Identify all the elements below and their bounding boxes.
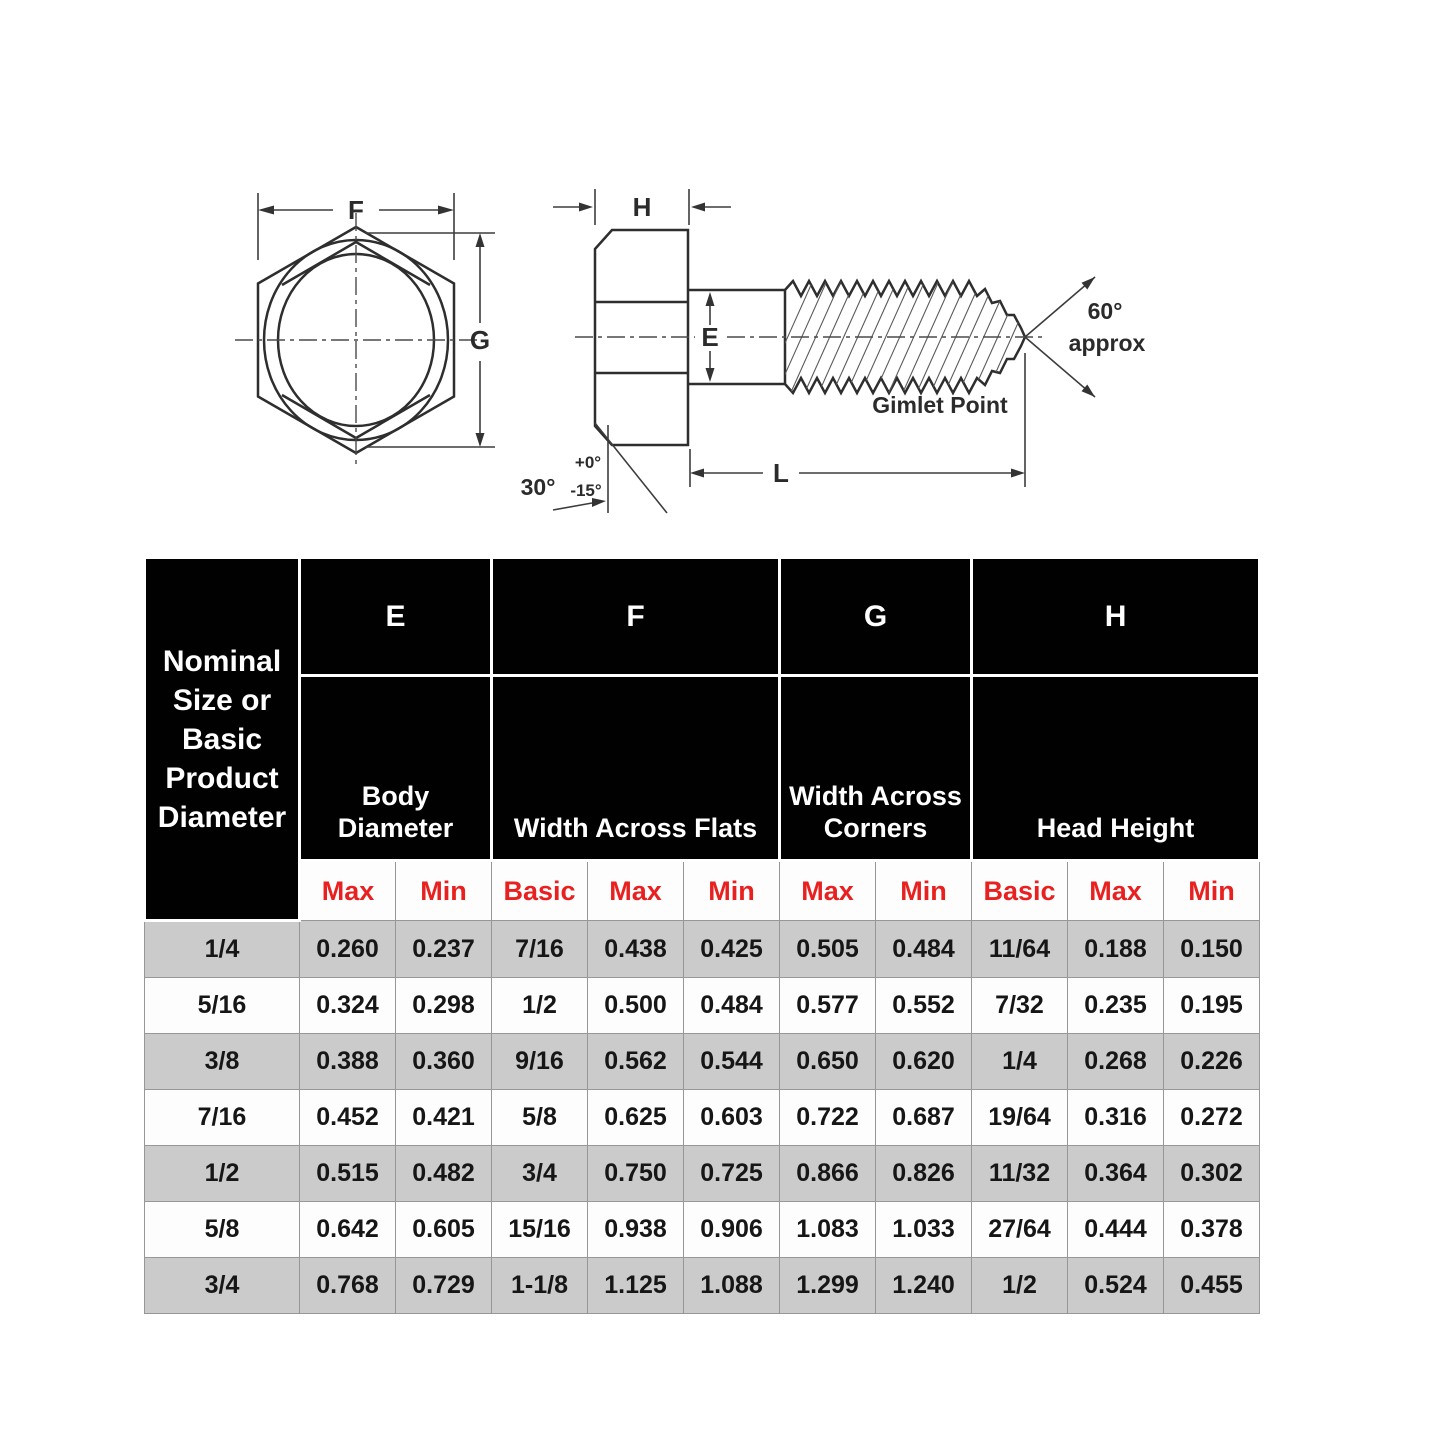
table-cell: 0.425 xyxy=(684,921,780,978)
table-cell: 0.364 xyxy=(1068,1146,1164,1202)
nominal-size-cell: 3/8 xyxy=(145,1034,300,1090)
table-cell: 0.421 xyxy=(396,1090,492,1146)
table-cell: 0.452 xyxy=(300,1090,396,1146)
table-cell: 11/32 xyxy=(972,1146,1068,1202)
table-cell: 0.544 xyxy=(684,1034,780,1090)
table-row xyxy=(145,1258,1260,1314)
table-cell: 0.226 xyxy=(1164,1034,1260,1090)
table-cell: 15/16 xyxy=(492,1202,588,1258)
dimension-H xyxy=(553,189,731,225)
table-cell: 0.620 xyxy=(876,1034,972,1090)
table-cell: 0.768 xyxy=(300,1258,396,1314)
table-cell: 1.083 xyxy=(780,1202,876,1258)
dimension-E xyxy=(701,292,718,382)
table-cell: 9/16 xyxy=(492,1034,588,1090)
nominal-size-cell: 1/4 xyxy=(145,921,300,978)
table-row xyxy=(145,1034,1260,1090)
lag-screw-technical-drawing xyxy=(195,165,1205,555)
subheader-cell: Basic xyxy=(492,861,588,921)
table-cell: 0.195 xyxy=(1164,978,1260,1034)
table-cell: 0.562 xyxy=(588,1034,684,1090)
table-cell: 1.299 xyxy=(780,1258,876,1314)
table-cell: 0.750 xyxy=(588,1146,684,1202)
nominal-size-cell: 7/16 xyxy=(145,1090,300,1146)
group-header-H: H xyxy=(972,558,1260,676)
header-row-names xyxy=(145,676,1260,861)
nominal-size-header: Nominal Size or Basic Product Diameter xyxy=(145,558,300,921)
nominal-size-cell: 3/4 xyxy=(145,1258,300,1314)
table-cell: 0.484 xyxy=(876,921,972,978)
subheader-cell: Min xyxy=(396,861,492,921)
hex-head-front-view xyxy=(235,213,477,467)
table-cell: 0.444 xyxy=(1068,1202,1164,1258)
label-60deg: 60° xyxy=(1087,298,1123,324)
table-cell: 1.240 xyxy=(876,1258,972,1314)
label-gimlet-point: Gimlet Point xyxy=(872,392,1008,418)
table-cell: 0.505 xyxy=(780,921,876,978)
table-cell: 0.625 xyxy=(588,1090,684,1146)
table-cell: 0.388 xyxy=(300,1034,396,1090)
subheader-cell: Min xyxy=(876,861,972,921)
group-header-E: E xyxy=(300,558,492,676)
table-cell: 1.033 xyxy=(876,1202,972,1258)
table-cell: 1/4 xyxy=(972,1034,1068,1090)
subheader-cell: Max xyxy=(1068,861,1164,921)
label-tol-plus: +0° xyxy=(574,453,602,472)
table-cell: 0.722 xyxy=(780,1090,876,1146)
group-name-body-diameter: Body Diameter xyxy=(300,676,492,861)
table-cell: 0.725 xyxy=(684,1146,780,1202)
subheader-row xyxy=(145,861,1260,921)
table-cell: 0.235 xyxy=(1068,978,1164,1034)
table-cell: 0.455 xyxy=(1164,1258,1260,1314)
table-cell: 1/2 xyxy=(972,1258,1068,1314)
table-row xyxy=(145,978,1260,1034)
table-row xyxy=(145,1146,1260,1202)
subheader-cell: Max xyxy=(780,861,876,921)
nominal-size-cell: 5/8 xyxy=(145,1202,300,1258)
table-cell: 1.088 xyxy=(684,1258,780,1314)
table-cell: 0.150 xyxy=(1164,921,1260,978)
table-row xyxy=(145,921,1260,978)
table-cell: 0.866 xyxy=(780,1146,876,1202)
table-cell: 0.302 xyxy=(1164,1146,1260,1202)
label-F: F xyxy=(348,195,364,225)
nominal-size-cell: 1/2 xyxy=(145,1146,300,1202)
table-cell: 1/2 xyxy=(492,978,588,1034)
table-row xyxy=(145,1202,1260,1258)
table-cell: 0.552 xyxy=(876,978,972,1034)
label-tol-minus: -15° xyxy=(570,481,602,500)
table-cell: 0.438 xyxy=(588,921,684,978)
group-header-F: F xyxy=(492,558,780,676)
table-cell: 7/16 xyxy=(492,921,588,978)
label-30deg: 30° xyxy=(520,474,556,500)
subheader-cell: Basic xyxy=(972,861,1068,921)
table-cell: 0.188 xyxy=(1068,921,1164,978)
table-cell: 0.729 xyxy=(396,1258,492,1314)
table-cell: 5/8 xyxy=(492,1090,588,1146)
group-header-G: G xyxy=(780,558,972,676)
table-cell: 1-1/8 xyxy=(492,1258,588,1314)
table-cell: 0.268 xyxy=(1068,1034,1164,1090)
nominal-size-cell: 5/16 xyxy=(145,978,300,1034)
table-cell: 0.298 xyxy=(396,978,492,1034)
table-cell: 0.260 xyxy=(300,921,396,978)
label-E: E xyxy=(701,322,719,352)
table-cell: 0.484 xyxy=(684,978,780,1034)
table-row xyxy=(145,1090,1260,1146)
table-cell: 7/32 xyxy=(972,978,1068,1034)
label-G: G xyxy=(469,325,491,355)
dimension-L xyxy=(690,353,1025,488)
label-H: H xyxy=(632,192,652,222)
table-cell: 0.605 xyxy=(396,1202,492,1258)
table-cell: 0.577 xyxy=(780,978,876,1034)
table-cell: 0.938 xyxy=(588,1202,684,1258)
table-cell: 0.360 xyxy=(396,1034,492,1090)
group-name-width-across-flats: Width Across Flats xyxy=(492,676,780,861)
header-row-letters xyxy=(145,558,1260,676)
table-cell: 0.826 xyxy=(876,1146,972,1202)
table-cell: 11/64 xyxy=(972,921,1068,978)
table-cell: 0.687 xyxy=(876,1090,972,1146)
table-cell: 0.500 xyxy=(588,978,684,1034)
label-approx: approx xyxy=(1068,330,1146,356)
subheader-cell: Max xyxy=(588,861,684,921)
table-cell: 0.237 xyxy=(396,921,492,978)
table-cell: 0.272 xyxy=(1164,1090,1260,1146)
dimension-spec-table xyxy=(143,556,1261,1314)
table-cell: 3/4 xyxy=(492,1146,588,1202)
subheader-cell: Min xyxy=(684,861,780,921)
table-cell: 0.482 xyxy=(396,1146,492,1202)
group-name-width-across-corners: Width Across Corners xyxy=(780,676,972,861)
table-cell: 0.642 xyxy=(300,1202,396,1258)
table-cell: 1.125 xyxy=(588,1258,684,1314)
table-cell: 27/64 xyxy=(972,1202,1068,1258)
table-cell: 0.378 xyxy=(1164,1202,1260,1258)
annotation-point-angle xyxy=(1025,277,1146,397)
subheader-cell: Max xyxy=(300,861,396,921)
table-cell: 19/64 xyxy=(972,1090,1068,1146)
subheader-cell: Min xyxy=(1164,861,1260,921)
table-cell: 0.316 xyxy=(1068,1090,1164,1146)
table-cell: 0.524 xyxy=(1068,1258,1164,1314)
table-cell: 0.603 xyxy=(684,1090,780,1146)
table-cell: 0.906 xyxy=(684,1202,780,1258)
table-cell: 0.650 xyxy=(780,1034,876,1090)
label-L: L xyxy=(773,458,789,488)
table-cell: 0.324 xyxy=(300,978,396,1034)
table-cell: 0.515 xyxy=(300,1146,396,1202)
group-name-head-height: Head Height xyxy=(972,676,1260,861)
